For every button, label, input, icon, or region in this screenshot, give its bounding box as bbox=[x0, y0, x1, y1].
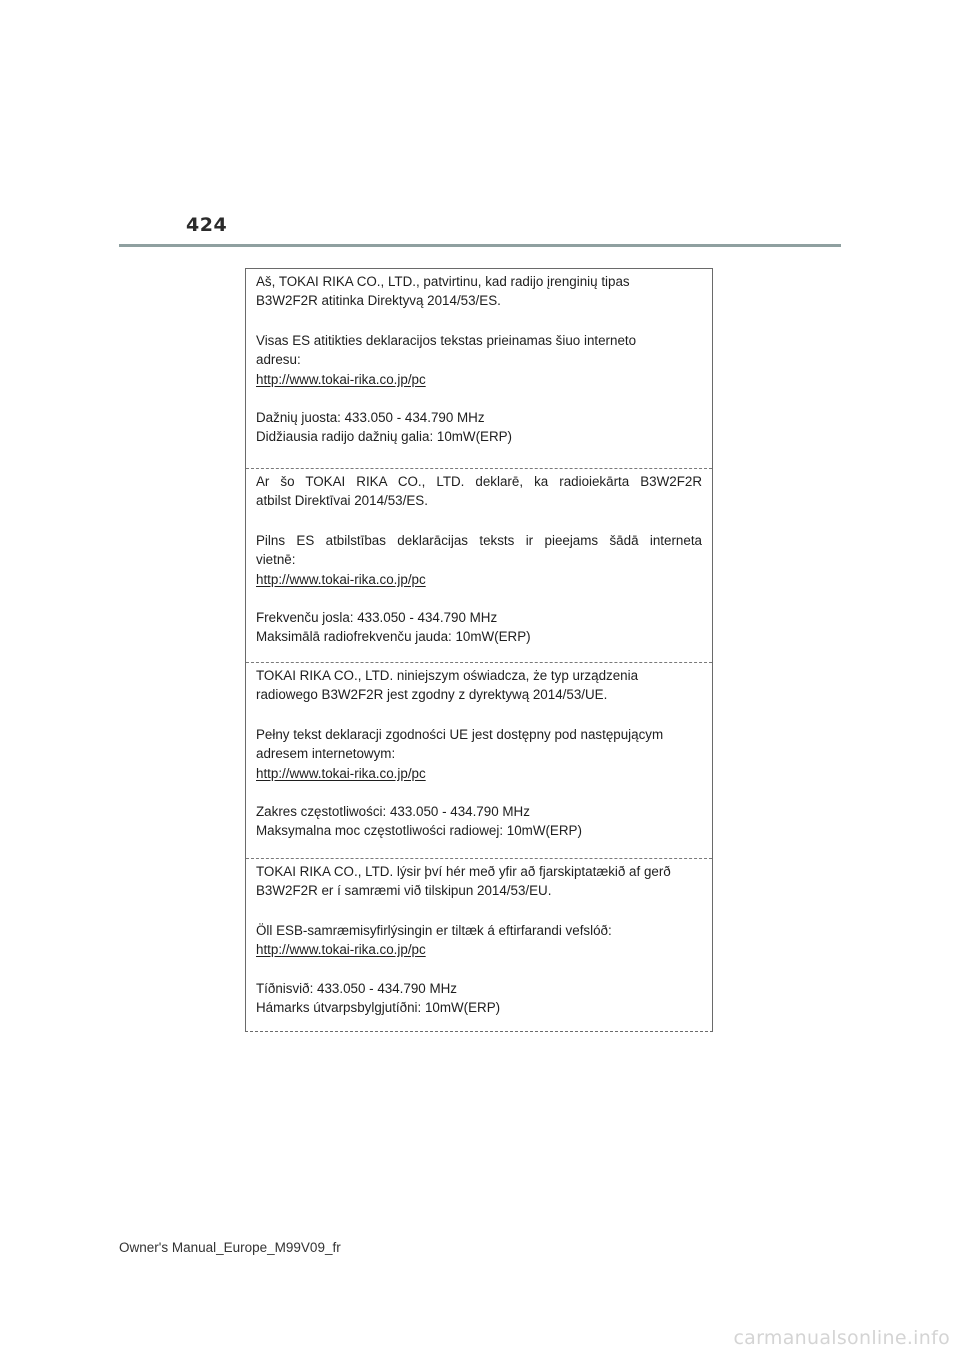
declaration-url-link[interactable]: http://www.tokai-rika.co.jp/pc bbox=[256, 571, 426, 587]
declaration-section-icelandic bbox=[246, 858, 712, 1017]
page-number: 424 bbox=[186, 214, 228, 236]
declaration-section-latvian bbox=[246, 468, 712, 647]
frequency-band-text: Zakres częstotliwości: 433.050 - 434.790 MHz bbox=[256, 804, 530, 820]
declaration-url-link[interactable]: http://www.tokai-rika.co.jp/pc bbox=[256, 765, 426, 781]
max-power-text: Hámarks útvarpsbylgjutíðni: 10mW(ERP) bbox=[256, 1000, 501, 1016]
declaration-section-polish bbox=[246, 662, 712, 841]
declaration-line: B3W2F2R er í samræmi við tilskipun 2014/53/EU. bbox=[256, 883, 552, 899]
declaration-line: TOKAI RIKA CO., LTD. niniejszym oświadcza, że typ urządzenia bbox=[256, 668, 639, 683]
declaration-url-link[interactable]: http://www.tokai-rika.co.jp/pc bbox=[256, 371, 426, 387]
conformity-text-line: Pilns ES atbilstības deklarācijas teksts ir pieejams šādā interneta bbox=[256, 532, 702, 548]
max-power-text: Maksimālā radiofrekvenču jauda: 10mW(ERP) bbox=[256, 629, 531, 645]
max-power-text: Maksymalna moc częstotliwości radiowej: 10mW(ERP) bbox=[256, 823, 582, 839]
declaration-line: Aš, TOKAI RIKA CO., LTD., patvirtinu, kad radijo įrenginių tipas bbox=[256, 274, 630, 289]
conformity-text-line: Pełny tekst deklaracji zgodności UE jest dostępny pod następującym bbox=[256, 726, 664, 742]
declaration-line: radiowego B3W2F2R jest zgodny z dyrektywą 2014/53/UE. bbox=[256, 687, 608, 703]
max-power-text: Didžiausia radijo dažnių galia: 10mW(ERP) bbox=[256, 429, 513, 445]
frequency-band-text: Tíðnisvið: 433.050 - 434.790 MHz bbox=[256, 980, 457, 996]
frequency-band-text: Frekvenču josla: 433.050 - 434.790 MHz bbox=[256, 610, 498, 626]
watermark: carmanualsonline.info bbox=[733, 1327, 950, 1349]
footer-manual-id: Owner's Manual_Europe_M99V09_fr bbox=[119, 1240, 341, 1255]
declaration-box bbox=[245, 268, 713, 1032]
conformity-text-line: Visas ES atitikties deklaracijos tekstas prieinamas šiuo interneto bbox=[256, 332, 637, 348]
declaration-line: atbilst Direktīvai 2014/53/ES. bbox=[256, 493, 428, 509]
frequency-band-text: Dažnių juosta: 433.050 - 434.790 MHz bbox=[256, 410, 485, 426]
conformity-text-line: vietnē: bbox=[256, 552, 296, 568]
declaration-line: TOKAI RIKA CO., LTD. lýsir því hér með yfir að fjarskiptatækið af gerð bbox=[256, 864, 671, 879]
declaration-line: Ar šo TOKAI RIKA CO., LTD. deklarē, ka radioiekārta B3W2F2R bbox=[256, 474, 702, 489]
declaration-line: B3W2F2R atitinka Direktyvą 2014/53/ES. bbox=[256, 293, 501, 309]
declaration-url-link[interactable]: http://www.tokai-rika.co.jp/pc bbox=[256, 942, 426, 958]
conformity-text-line: Öll ESB-samræmisyfirlýsingin er tiltæk á eftirfarandi vefslóð: bbox=[256, 922, 612, 938]
conformity-text-line: adresem internetowym: bbox=[256, 746, 396, 762]
conformity-text-line: adresu: bbox=[256, 352, 301, 368]
header-rule bbox=[119, 244, 841, 247]
declaration-section-lithuanian bbox=[246, 272, 712, 447]
